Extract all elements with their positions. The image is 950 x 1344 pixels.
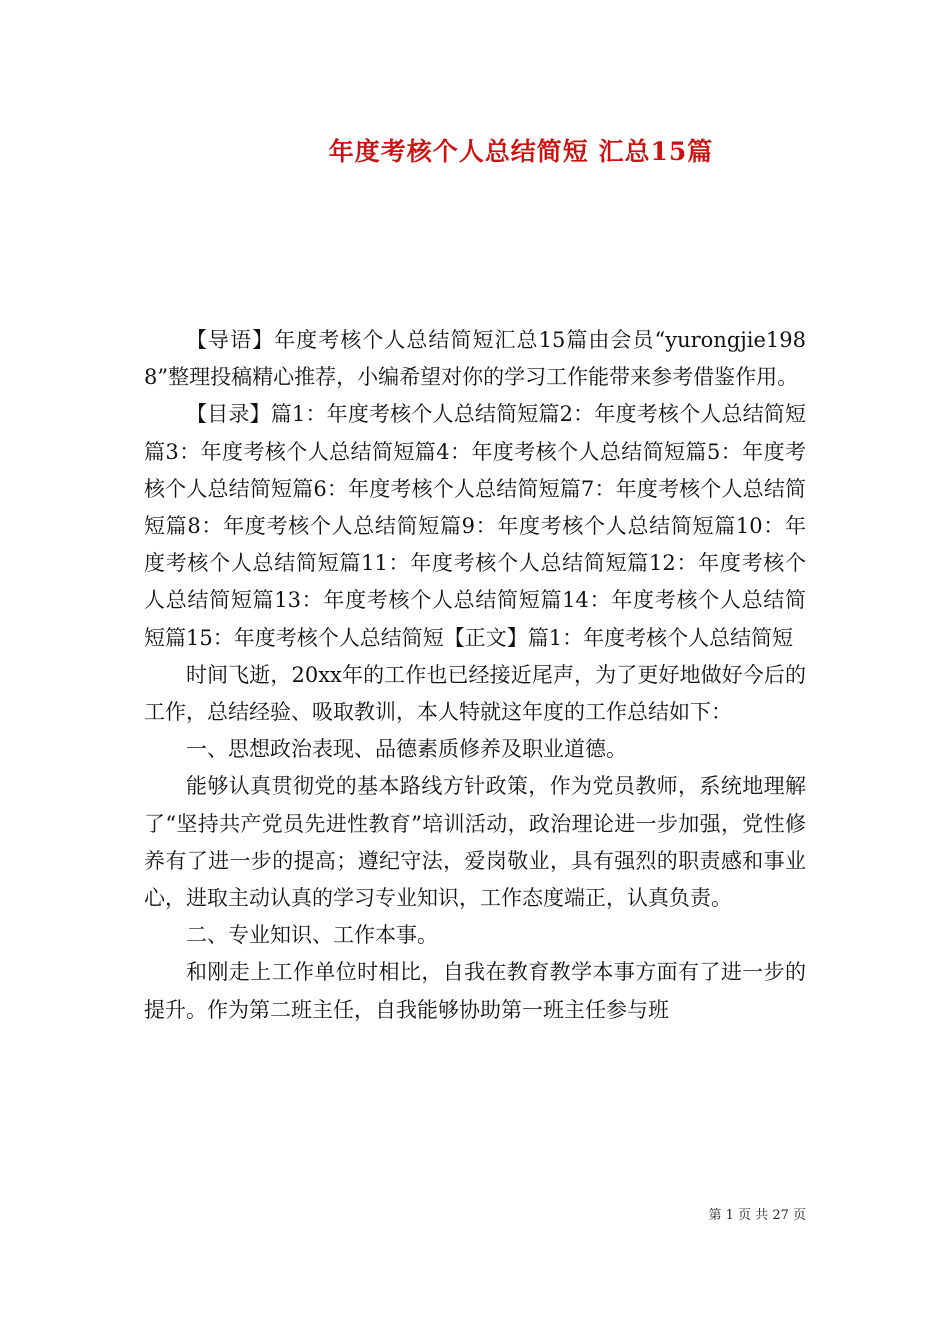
- intro-paragraph: 【导语】年度考核个人总结简短汇总15篇由会员“yurongjie1988”整理投稿精心推荐，小编希望对你的学习工作能带来参考借鉴作用。: [144, 328, 806, 390]
- section-heading: 二、专业知识、工作本事。: [186, 923, 438, 948]
- table-of-contents-paragraph: 【目录】篇1：年度考核个人总结简短篇2：年度考核个人总结简短篇3：年度考核个人总结简短篇4：年度考核个人总结简短篇5：年度考核个人总结简短篇6：年度考核个人总结简短篇7：年度考核个人总结简短篇8：年度考核个人总结简短篇9：年度考核个人总结简短篇10：年度考核个人总结简短篇11：年度考核个人总结简短篇12：年度考核个人总结简短篇13：年度考核个人总结简短篇14：年度考核个人总结简短篇15：年度考核个人总结简短【正文】篇1：年度考核个人总结简短: [144, 402, 806, 650]
- body-paragraph: 能够认真贯彻党的基本路线方针政策，作为党员教师，系统地理解了“坚持共产党员先进性教育”培训活动，政治理论进一步加强，党性修养有了进一步的提高；遵纪守法，爱岗敬业，具有强烈的职责感和事业心，进取主动认真的学习专业知识，工作态度端正，认真负责。: [144, 774, 806, 911]
- body-paragraph: 和刚走上工作单位时相比，自我在教育教学本事方面有了进一步的提升。作为第二班主任，自我能够协助第一班主任参与班: [144, 960, 806, 1022]
- page-title: 年度考核个人总结简短 汇总15篇: [328, 137, 714, 166]
- body-paragraph: 时间飞逝，20xx年的工作也已经接近尾声，为了更好地做好今后的工作，总结经验、吸取教训，本人特就这年度的工作总结如下：: [144, 662, 806, 725]
- section-heading: 一、思想政治表现、品德素质修养及职业道德。: [186, 737, 627, 762]
- page-number-footer: 第 1 页 共 27 页: [708, 1208, 806, 1223]
- document-body: [144, 322, 806, 1029]
